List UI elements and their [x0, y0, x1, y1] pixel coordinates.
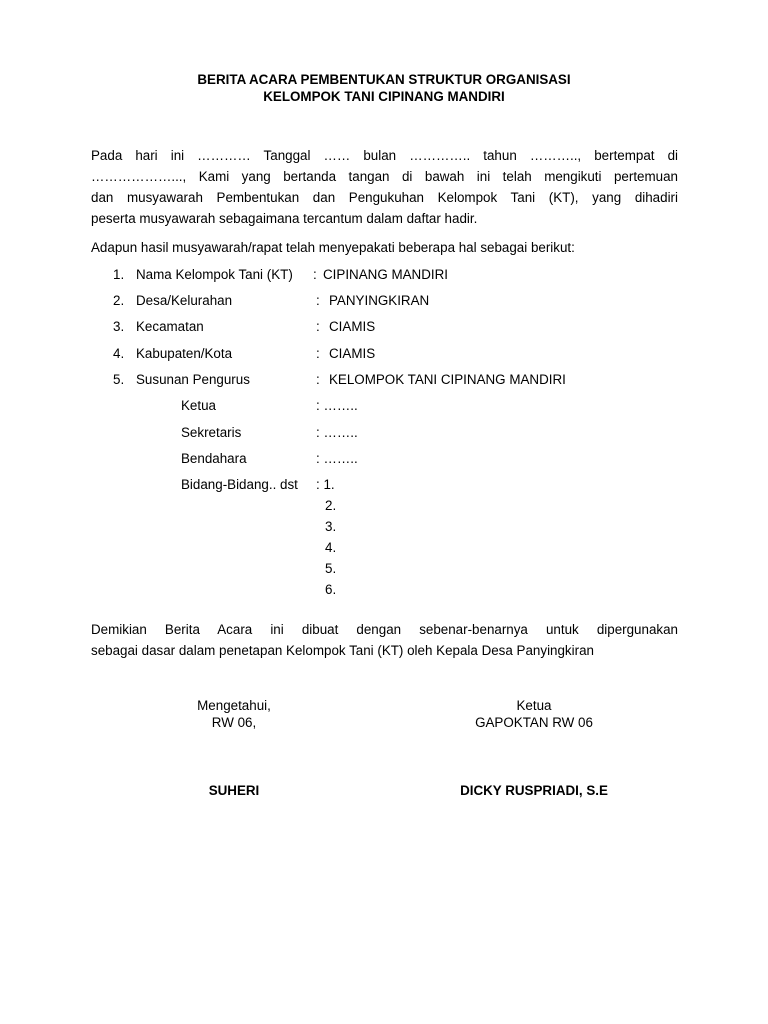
item-value: KELOMPOK TANI CIPINANG MANDIRI — [329, 372, 566, 387]
item-number: 5. — [113, 372, 125, 387]
item-value: CIAMIS — [329, 346, 376, 361]
item-number: 1. — [113, 267, 125, 282]
item-number: 4. — [113, 346, 125, 361]
item-number: 3. — [113, 319, 125, 334]
item-value: CIPINANG MANDIRI — [323, 267, 448, 282]
officer-label: Sekretaris — [181, 425, 242, 440]
agreement-sentence: Adapun hasil musyawarah/rapat telah menyepakati beberapa hal sebagai berikut: — [91, 240, 575, 255]
officer-value: : …….. — [316, 425, 358, 440]
item-label: Desa/Kelurahan — [136, 293, 233, 308]
officer-value: : 1. — [316, 477, 335, 492]
item-label: Susunan Pengurus — [136, 372, 250, 387]
item-separator: : — [316, 319, 320, 334]
bidang-number: 4. — [325, 540, 337, 555]
intro-line-2: ………………..., Kami yang bertanda tangan di bawah ini telah mengikuti pertemuan — [91, 169, 678, 184]
intro-paragraph — [91, 145, 678, 229]
item-separator: : — [313, 267, 317, 282]
intro-line-3: dan musyawarah Pembentukan dan Pengukuhan Kelompok Tani (KT), yang dihadiri — [91, 190, 678, 205]
signature-right-name: DICKY RUSPRIADI, S.E — [460, 783, 608, 798]
document-title-line-2: KELOMPOK TANI CIPINANG MANDIRI — [263, 89, 505, 104]
officer-label: Ketua — [181, 398, 216, 413]
item-label: Nama Kelompok Tani (KT) — [136, 267, 293, 282]
item-number: 2. — [113, 293, 125, 308]
intro-line-4: peserta musyawarah sebagaimana tercantum dalam daftar hadir. — [91, 211, 478, 226]
officer-label: Bidang-Bidang.. dst — [181, 477, 298, 492]
item-value: CIAMIS — [329, 319, 376, 334]
item-separator: : — [316, 346, 320, 361]
signature-left-name: SUHERI — [208, 783, 260, 798]
officer-value: : …….. — [316, 451, 358, 466]
signature-right-org: GAPOKTAN RW 06 — [475, 715, 593, 730]
intro-line-1: Pada hari ini ………… Tanggal …… bulan ………….. tahun ……….., bertempat di — [91, 148, 678, 163]
item-label: Kecamatan — [136, 319, 204, 334]
document-title-line-1: BERITA ACARA PEMBENTUKAN STRUKTUR ORGANISASI — [197, 72, 571, 87]
signature-left-role: Mengetahui, — [197, 698, 271, 713]
bidang-number: 2. — [325, 498, 337, 513]
bidang-number: 6. — [325, 582, 337, 597]
signature-left-org: RW 06, — [211, 715, 257, 730]
officer-value: : …….. — [316, 398, 358, 413]
officer-label: Bendahara — [181, 451, 247, 466]
item-separator: : — [316, 372, 320, 387]
bidang-number: 3. — [325, 519, 337, 534]
item-separator: : — [316, 293, 320, 308]
closing-paragraph — [91, 619, 678, 661]
bidang-number: 5. — [325, 561, 337, 576]
item-label: Kabupaten/Kota — [136, 346, 233, 361]
closing-line-2: sebagai dasar dalam penetapan Kelompok Tani (KT) oleh Kepala Desa Panyingkiran — [91, 643, 594, 658]
signature-right-role: Ketua — [516, 698, 552, 713]
closing-line-1: Demikian Berita Acara ini dibuat dengan sebenar-benarnya untuk dipergunakan — [91, 622, 678, 637]
item-value: PANYINGKIRAN — [329, 293, 430, 308]
